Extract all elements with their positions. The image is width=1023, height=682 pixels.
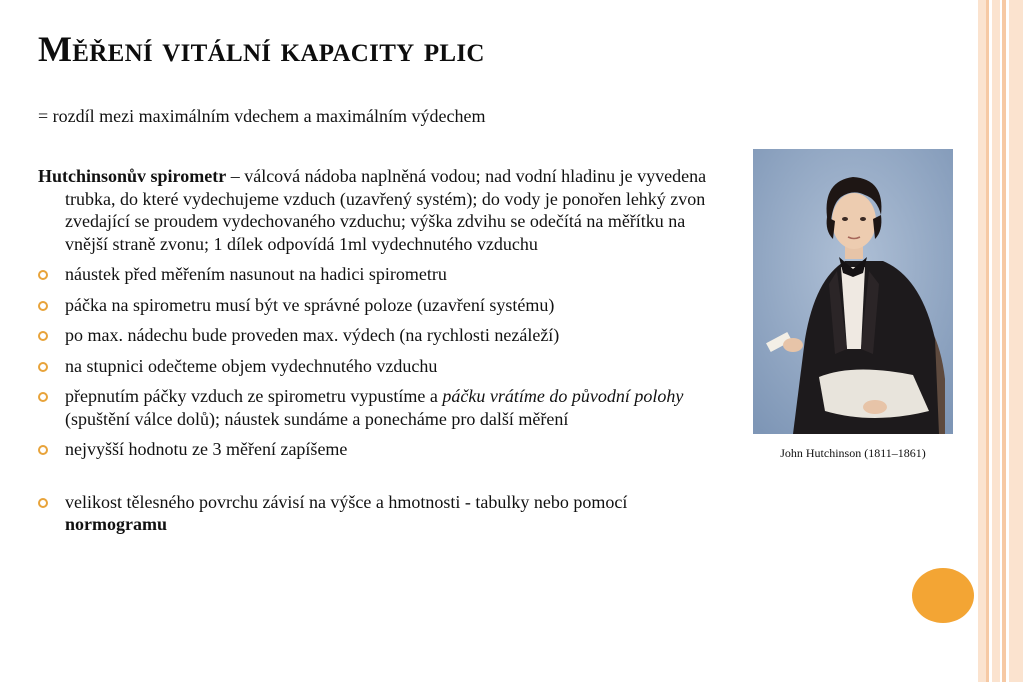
list-item-text: nejvyšší hodnotu ze 3 měření zapíšeme — [65, 439, 348, 459]
bullet-circle-icon — [38, 270, 48, 280]
list-item — [38, 385, 708, 430]
slide-title: Měření vitální kapacity plic — [38, 29, 485, 69]
list-item — [38, 294, 708, 317]
list-item-text: na stupnici odečteme objem vydechnutého vzduchu — [65, 355, 438, 376]
list-item — [38, 324, 708, 347]
stripe — [992, 0, 1000, 682]
list-item-text: velikost tělesného povrchu závisí na výšce a hmotnosti - tabulky nebo pomocí — [65, 491, 628, 512]
bullet-circle-icon — [38, 301, 48, 311]
bullet-list — [38, 263, 708, 536]
list-item — [38, 491, 708, 536]
bullet-circle-icon — [38, 362, 48, 372]
portrait-caption: John Hutchinson (1811–1861) — [780, 446, 926, 460]
intro-paragraph — [38, 165, 708, 255]
stripe — [986, 0, 989, 682]
list-item-text: (spuštění válce dolů); náustek sundáme a ponecháme pro další měření — [65, 408, 569, 429]
bullet-circle-icon — [38, 445, 48, 455]
list-item — [38, 438, 708, 461]
list-item-bold: normogramu — [65, 514, 167, 534]
decorative-stripes — [978, 0, 1023, 682]
bullet-circle-icon — [38, 498, 48, 508]
definition-text: = rozdíl mezi maximálním vdechem a maximálním výdechem — [38, 106, 486, 126]
list-item-text: náustek před měřením nasunout na hadici spirometru — [65, 264, 447, 284]
stripe — [1002, 0, 1006, 682]
slide-content — [38, 165, 708, 544]
stripe — [1009, 0, 1023, 682]
list-item — [38, 263, 708, 286]
stripe — [978, 0, 986, 682]
bullet-circle-icon — [38, 331, 48, 341]
list-item-italic: páčku vrátíme do původní polohy — [442, 386, 684, 406]
intro-term: Hutchinsonův spirometr — [38, 166, 227, 186]
portrait-image — [753, 149, 953, 434]
intro-text: – válcová nádoba naplněná vodou; nad vodní hladinu je vyvedena trubka, do které vydechujeme vzduch (uzavřený systém); do vody je ponořen lehký zvon zvedající se proudem vydechovaného vzduchu; výška zdvihu se odečítá na měřítku na vnější straně zvonu; 1 dílek odpovídá 1ml vydechnutého vzduchu — [65, 166, 707, 254]
list-item-text: páčka na spirometru musí být ve správné poloze (uzavření systému) — [65, 294, 555, 315]
list-item — [38, 355, 708, 378]
bullet-circle-icon — [38, 392, 48, 402]
decorative-circle — [912, 568, 974, 623]
list-item-text: po max. nádechu bude proveden max. výdech (na rychlosti nezáleží) — [65, 325, 560, 345]
list-item-text: přepnutím páčky vzduch ze spirometru vypustíme a — [65, 386, 443, 406]
